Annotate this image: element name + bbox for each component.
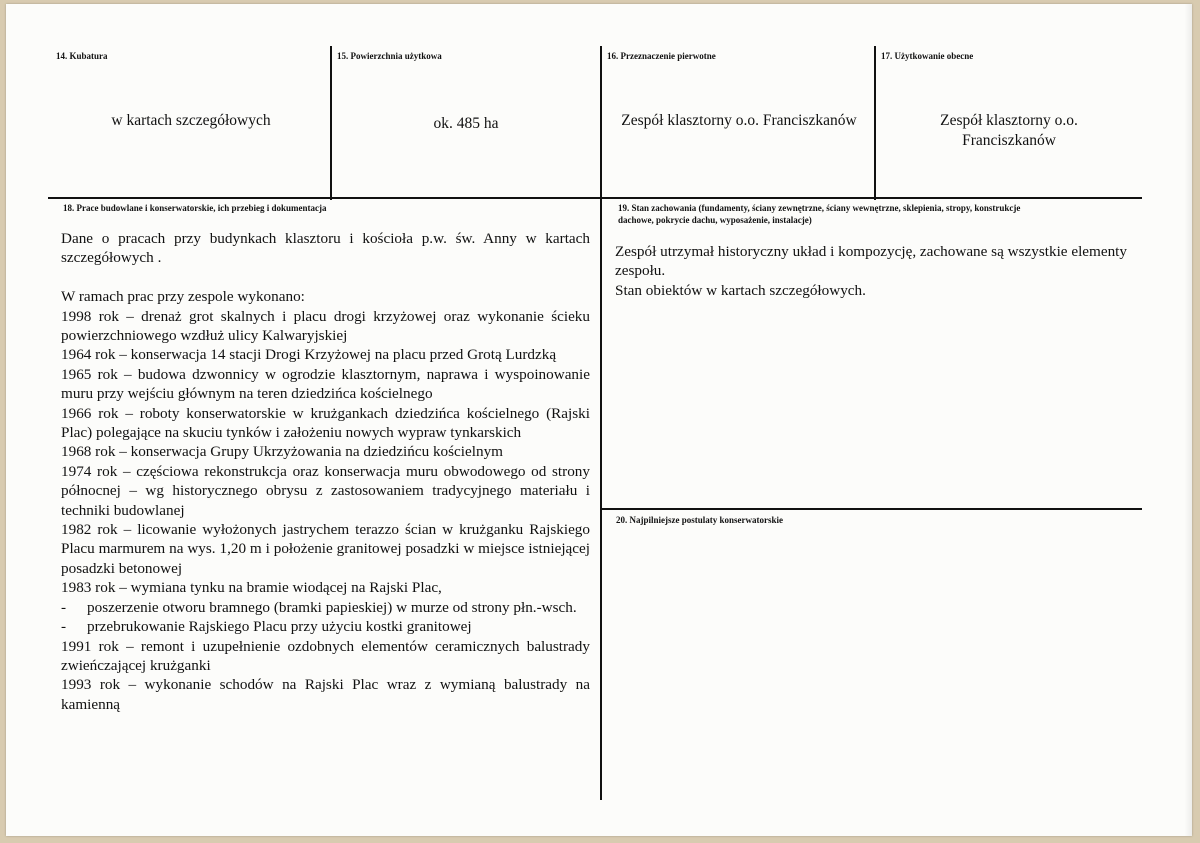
field-19-label-line2: dachowe, pokrycie dachu, wyposażenie, instalacje)	[618, 215, 812, 225]
divider-row-2	[602, 508, 1142, 510]
field-18-label: 18. Prace budowlane i konserwatorskie, ich przebieg i dokumentacja	[63, 203, 327, 213]
work-item: 1998 rok – drenaż grot skalnych i placu drogi krzyżowej oraz wykonanie ścieku powierzchniowego wzdłuż ulicy Kalwaryjskiej	[61, 307, 590, 345]
work-item: 1991 rok – remont i uzupełnienie ozdobnych elementów ceramicznych balustrady zwieńczającej krużganki	[61, 637, 590, 674]
divider-col-2	[600, 46, 602, 800]
work-item: 1968 rok – konserwacja Grupy Ukrzyżowania na dziedzińcu kościelnym	[61, 443, 503, 461]
field-17-label: 17. Użytkowanie obecne	[881, 51, 974, 61]
field-18-intro: Dane o pracach przy budynkach klasztoru i kościoła p.w. św. Anny w kartach szczegółowych .	[61, 230, 590, 267]
field-17-value	[876, 111, 1142, 151]
work-item: 1964 rok – konserwacja 14 stacji Drogi Krzyżowej na placu przed Grotą Lurdzką	[61, 346, 557, 364]
work-item: 1974 rok – częściowa rekonstrukcja oraz konserwacja muru obwodowego od strony północnej – wg historycznego obrysu z zastosowaniem tradycyjnego materiału i techniki budowlanej	[61, 462, 590, 519]
field-15-label: 15. Powierzchnia użytkowa	[337, 51, 442, 61]
work-subitem: - przebrukowanie Rajskiego Placu przy użyciu kostki granitowej	[61, 617, 590, 636]
work-item: 1993 rok – wykonanie schodów na Rajski Plac wraz z wymianą balustrady na kamienną	[61, 676, 590, 713]
field-14-value: w kartach szczegółowych	[111, 112, 271, 129]
record-card	[6, 4, 1192, 836]
field-17-value-line1: Zespół klasztorny o.o.	[940, 112, 1078, 129]
work-item: 1983 rok – wymiana tynku na bramie wiodącej na Rajski Plac,	[61, 579, 442, 597]
field-14-label: 14. Kubatura	[56, 51, 108, 61]
field-20-label: 20. Najpilniejsze postulaty konserwatorskie	[616, 515, 783, 525]
field-18-lead: W ramach prac przy zespole wykonano:	[61, 288, 305, 306]
field-16-value: Zespół klasztorny o.o. Franciszkanów	[621, 112, 857, 129]
field-16-label: 16. Przeznaczenie pierwotne	[607, 51, 716, 61]
work-item: 1982 rok – licowanie wyłożonych jastrychem terazzo ścian w krużganku Rajskiego Placu marmurem na wys. 1,20 m i położenie granitowej posadzki w miejsce istniejącej posadzki betonowej	[61, 521, 590, 577]
field-18-content	[61, 229, 590, 714]
work-item: 1966 rok – roboty konserwatorskie w krużgankach dziedzińca kościelnego (Rajski Plac) polegające na skuciu tynków i założeniu nowych wypraw tynkarskich	[61, 404, 590, 442]
field-15-value: ok. 485 ha	[433, 115, 499, 132]
field-19-content	[615, 242, 1139, 300]
work-item: 1965 rok – budowa dzwonnicy w ogrodzie klasztornym, naprawa i wyspoinowanie muru przy wejściu głównym na teren dziedzińca kościelnego	[61, 365, 590, 403]
field-19-label	[618, 202, 1138, 226]
field-17-value-line2: Franciszkanów	[962, 132, 1056, 149]
field-19-label-line1: 19. Stan zachowania (fundamenty, ściany zewnętrzne, ściany wewnętrzne, sklepienia, stropy, konstrukcje	[618, 203, 1021, 213]
work-subitem: - poszerzenie otworu bramnego (bramki papieskiej) w murze od strony płn.-wsch.	[61, 598, 590, 617]
divider-row-1	[48, 197, 1142, 199]
field-19-text-2: Stan obiektów w kartach szczegółowych.	[615, 281, 866, 299]
field-19-text-1: Zespół utrzymał historyczny układ i kompozycję, zachowane są wszystkie elementy zespołu.	[615, 243, 1127, 280]
